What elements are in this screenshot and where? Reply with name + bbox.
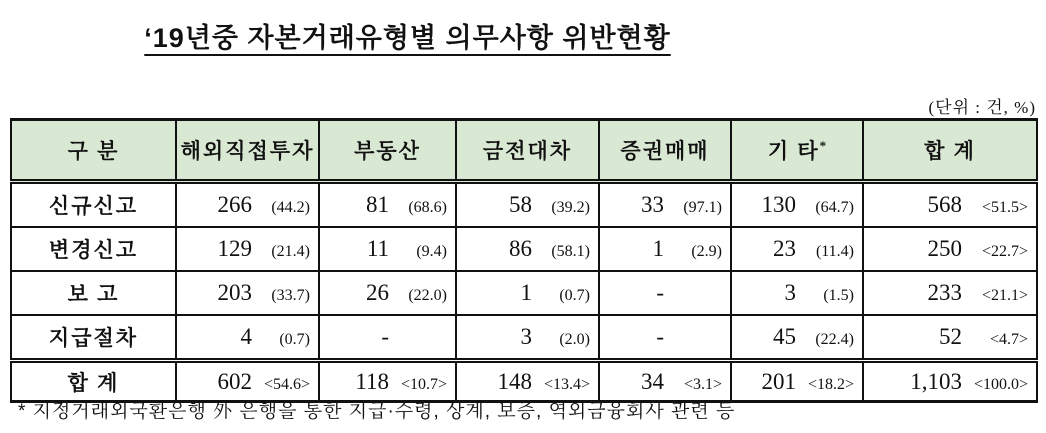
row-label-cell: 지급절차: [11, 315, 176, 361]
data-cell: [731, 315, 863, 361]
data-cell: [176, 227, 319, 271]
cell-percent: (68.6): [408, 199, 447, 216]
cell-percent: (39.2): [551, 199, 590, 216]
cell-count: 1: [652, 236, 664, 261]
cell-percent: (44.2): [271, 199, 310, 216]
data-cell: [456, 182, 599, 228]
cell-count: 11: [366, 236, 389, 261]
cell-count: 33: [641, 192, 664, 217]
data-cell: [599, 227, 731, 271]
header-cell-label: 합 계: [924, 139, 976, 163]
data-cell: [731, 227, 863, 271]
cell-count: -: [381, 324, 389, 349]
cell-percent: (1.5): [823, 287, 854, 304]
cell-percent: <21.1>: [981, 287, 1028, 304]
row-label-cell: 합 계: [11, 361, 176, 402]
cell-count: 52: [939, 324, 962, 349]
header-cell: [599, 120, 731, 182]
table-header-row: [11, 120, 1037, 182]
cell-percent: (64.7): [815, 199, 854, 216]
cell-count: 81: [366, 192, 389, 217]
cell-percent: (11.4): [815, 243, 854, 260]
cell-count: 23: [773, 236, 796, 261]
footnote: * 지정거래외국환은행 外 은행을 통한 지급·수령, 상계, 보증, 역외금융회사 관련 등: [18, 401, 736, 422]
header-cell: [731, 120, 863, 182]
data-cell: [319, 315, 456, 361]
cell-percent: <54.6>: [263, 375, 310, 393]
cell-percent: (9.4): [416, 243, 447, 260]
cell-percent: <13.4>: [543, 375, 590, 393]
table-body: [11, 182, 1037, 402]
table-row: [11, 271, 1037, 315]
row-label-cell: 보 고: [11, 271, 176, 315]
data-cell: [599, 315, 731, 361]
cell-percent: (21.4): [271, 243, 310, 260]
header-cell-label: 기 타: [767, 139, 820, 163]
data-cell: [176, 315, 319, 361]
cell-percent: (97.1): [683, 199, 722, 216]
cell-percent: <100.0>: [973, 375, 1028, 393]
header-cell: [176, 120, 319, 182]
data-cell: [319, 227, 456, 271]
data-cell: [599, 182, 731, 228]
header-cell: [863, 120, 1037, 182]
cell-count: 266: [217, 192, 252, 217]
cell-percent: (22.4): [815, 331, 854, 348]
cell-count: 34: [641, 368, 664, 394]
cell-count: 148: [497, 368, 532, 394]
cell-percent: <10.7>: [400, 375, 447, 393]
table-row: [11, 182, 1037, 228]
data-cell: [731, 182, 863, 228]
cell-count: 86: [509, 236, 532, 261]
data-cell: [456, 271, 599, 315]
cell-count: 129: [217, 236, 252, 261]
data-cell: [863, 361, 1037, 402]
cell-count: -: [656, 324, 664, 349]
header-cell-label: 해외직접투자: [180, 139, 315, 163]
data-cell: [456, 227, 599, 271]
cell-count: 203: [217, 280, 252, 305]
cell-count: 3: [520, 324, 532, 349]
page-title: ‘19년중 자본거래유형별 의무사항 위반현황: [144, 23, 671, 53]
other-footnote-marker: *: [819, 138, 827, 153]
cell-percent: (33.7): [271, 287, 310, 304]
cell-count: 4: [240, 324, 252, 349]
cell-percent: (2.0): [559, 331, 590, 348]
header-cell: [319, 120, 456, 182]
header-cell: [11, 120, 176, 182]
unit-label: (단위 : 건, %): [928, 98, 1036, 117]
cell-percent: <3.1>: [683, 375, 722, 393]
cell-percent: <22.7>: [981, 243, 1028, 260]
data-cell: [319, 182, 456, 228]
row-label-cell: 신규신고: [11, 182, 176, 228]
cell-count: 568: [927, 192, 962, 217]
data-cell: [863, 271, 1037, 315]
cell-count: 233: [927, 280, 962, 305]
cell-percent: <4.7>: [989, 331, 1028, 348]
cell-count: 130: [761, 192, 796, 217]
cell-percent: (22.0): [408, 287, 447, 304]
cell-count: 250: [927, 236, 962, 261]
header-cell-label: 금전대차: [482, 139, 573, 163]
cell-count: 201: [761, 368, 796, 394]
cell-percent: <51.5>: [981, 199, 1028, 216]
cell-count: 26: [366, 280, 389, 305]
data-cell: [176, 271, 319, 315]
header-cell-label: 부동산: [354, 139, 421, 163]
cell-count: 45: [773, 324, 796, 349]
cell-count: -: [656, 280, 664, 305]
cell-percent: (0.7): [559, 287, 590, 304]
data-cell: [176, 182, 319, 228]
cell-percent: (0.7): [279, 331, 310, 348]
cell-percent: (2.9): [691, 243, 722, 260]
data-cell: [599, 271, 731, 315]
data-cell: [863, 227, 1037, 271]
data-cell: [863, 182, 1037, 228]
data-cell: [731, 361, 863, 402]
data-cell: [319, 271, 456, 315]
cell-count: 118: [355, 368, 389, 394]
data-cell: [731, 271, 863, 315]
cell-count: 602: [217, 368, 252, 394]
cell-count: 3: [784, 280, 796, 305]
table-row: [11, 227, 1037, 271]
data-cell: [863, 315, 1037, 361]
header-cell-label: 증권매매: [620, 139, 710, 163]
header-cell-label: 구 분: [67, 139, 120, 163]
cell-percent: <18.2>: [807, 375, 854, 393]
violations-table: [10, 118, 1038, 403]
cell-percent: (58.1): [551, 243, 590, 260]
row-label-cell: 변경신고: [11, 227, 176, 271]
cell-count: 58: [509, 192, 532, 217]
table-row: [11, 315, 1037, 361]
cell-count: 1,103: [910, 368, 962, 394]
cell-count: 1: [520, 280, 532, 305]
header-cell: [456, 120, 599, 182]
data-cell: [456, 315, 599, 361]
